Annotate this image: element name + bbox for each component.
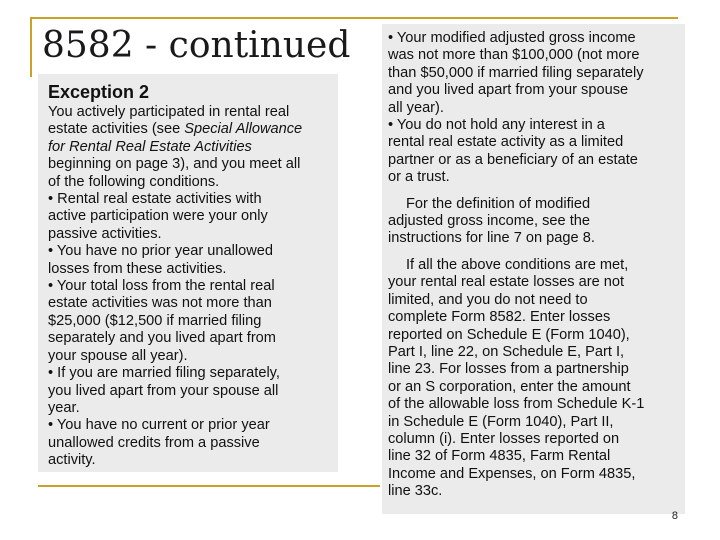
bullet-line: was not more than $100,000 (not more xyxy=(388,47,640,64)
paragraph-line: line 23. For losses from a partnership xyxy=(388,361,629,378)
intro-line: beginning on page 3), and you meet all xyxy=(48,156,301,173)
slide-title: 8582 - continued xyxy=(42,25,351,66)
condition-bullet xyxy=(48,278,332,365)
bullet-line: • You have no current or prior year xyxy=(48,417,270,434)
paragraph-line: line 33c. xyxy=(388,483,443,500)
bullet-line: unallowed credits from a passive xyxy=(48,434,260,451)
paragraph-gap xyxy=(388,248,679,257)
bullet-line: passive activities. xyxy=(48,225,162,242)
bullet-line: year. xyxy=(48,399,80,416)
frame-top-line xyxy=(30,17,678,19)
condition-bullet xyxy=(388,30,679,117)
paragraph-line: adjusted gross income, see the xyxy=(388,213,590,230)
paragraph-line: reported on Schedule E (Form 1040), xyxy=(388,326,630,343)
condition-bullet xyxy=(48,191,332,243)
bullet-line: losses from these activities. xyxy=(48,260,227,277)
bullet-line: • You have no prior year unallowed xyxy=(48,243,273,260)
condition-bullet xyxy=(48,417,332,469)
paragraph-line: For the definition of modified xyxy=(406,195,591,212)
bullet-line: and you lived apart from your spouse xyxy=(388,82,629,99)
bullet-line: • Your modified adjusted gross income xyxy=(388,30,636,46)
paragraph-line: column (i). Enter losses reported on xyxy=(388,430,620,447)
paragraph-line: Part I, line 22, on Schedule E, Part I, xyxy=(388,343,625,360)
frame-left-line xyxy=(30,17,32,77)
intro-line: for Rental Real Estate Activities xyxy=(48,138,252,155)
paragraph-line: of the allowable loss from Schedule K-1 xyxy=(388,396,645,413)
bullet-line: activity. xyxy=(48,452,96,469)
bullet-line: than $50,000 if married filing separately xyxy=(388,64,644,81)
exception-heading: Exception 2 xyxy=(48,82,150,102)
paragraph-line: complete Form 8582. Enter losses xyxy=(388,309,611,326)
bullet-line: estate activities was not more than xyxy=(48,295,272,312)
bullet-line: separately and you lived apart from xyxy=(48,330,276,347)
paragraph-line: in Schedule E (Form 1040), Part II, xyxy=(388,413,614,430)
bullet-line: all year). xyxy=(388,99,444,116)
bullet-line: partner or as a beneficiary of an estate xyxy=(388,151,638,168)
intro-line: of the following conditions. xyxy=(48,173,220,190)
paragraph-line: limited, and you do not need to xyxy=(388,291,588,308)
paragraph-line: your rental real estate losses are not xyxy=(388,274,625,291)
paragraph-line: line 32 of Form 4835, Farm Rental xyxy=(388,448,611,465)
instructions-paragraph xyxy=(388,257,679,501)
paragraph-gap xyxy=(388,187,679,196)
intro-paragraph xyxy=(48,104,332,191)
bullet-line: • You do not hold any interest in a xyxy=(388,117,605,134)
left-document-excerpt xyxy=(38,74,338,472)
bullet-line: • If you are married filing separately, xyxy=(48,365,280,382)
bullet-line: $25,000 ($12,500 if married filing xyxy=(48,312,262,329)
bullet-line: active participation were your only xyxy=(48,208,268,225)
page-number: 8 xyxy=(671,510,678,522)
paragraph-line: instructions for line 7 on page 8. xyxy=(388,230,595,247)
intro-line: You actively participated in rental real xyxy=(48,104,290,120)
condition-bullet xyxy=(48,243,332,278)
bullet-line: rental real estate activity as a limited xyxy=(388,134,624,151)
bullet-line: • Your total loss from the rental real xyxy=(48,278,275,295)
definition-paragraph xyxy=(388,196,679,248)
bullet-line: or a trust. xyxy=(388,169,450,186)
bullet-line: your spouse all year). xyxy=(48,347,188,364)
paragraph-line: Income and Expenses, on Form 4835, xyxy=(388,465,636,482)
intro-line: estate activities (see Special Allowance xyxy=(48,121,303,138)
paragraph-line: If all the above conditions are met, xyxy=(406,256,629,273)
condition-bullet xyxy=(48,365,332,417)
paragraph-line: or an S corporation, enter the amount xyxy=(388,378,631,395)
bullet-line: you lived apart from your spouse all xyxy=(48,382,279,399)
condition-bullet xyxy=(388,117,679,187)
right-document-excerpt xyxy=(382,24,685,514)
bullet-line: • Rental real estate activities with xyxy=(48,191,262,208)
frame-bottom-line xyxy=(38,485,380,487)
